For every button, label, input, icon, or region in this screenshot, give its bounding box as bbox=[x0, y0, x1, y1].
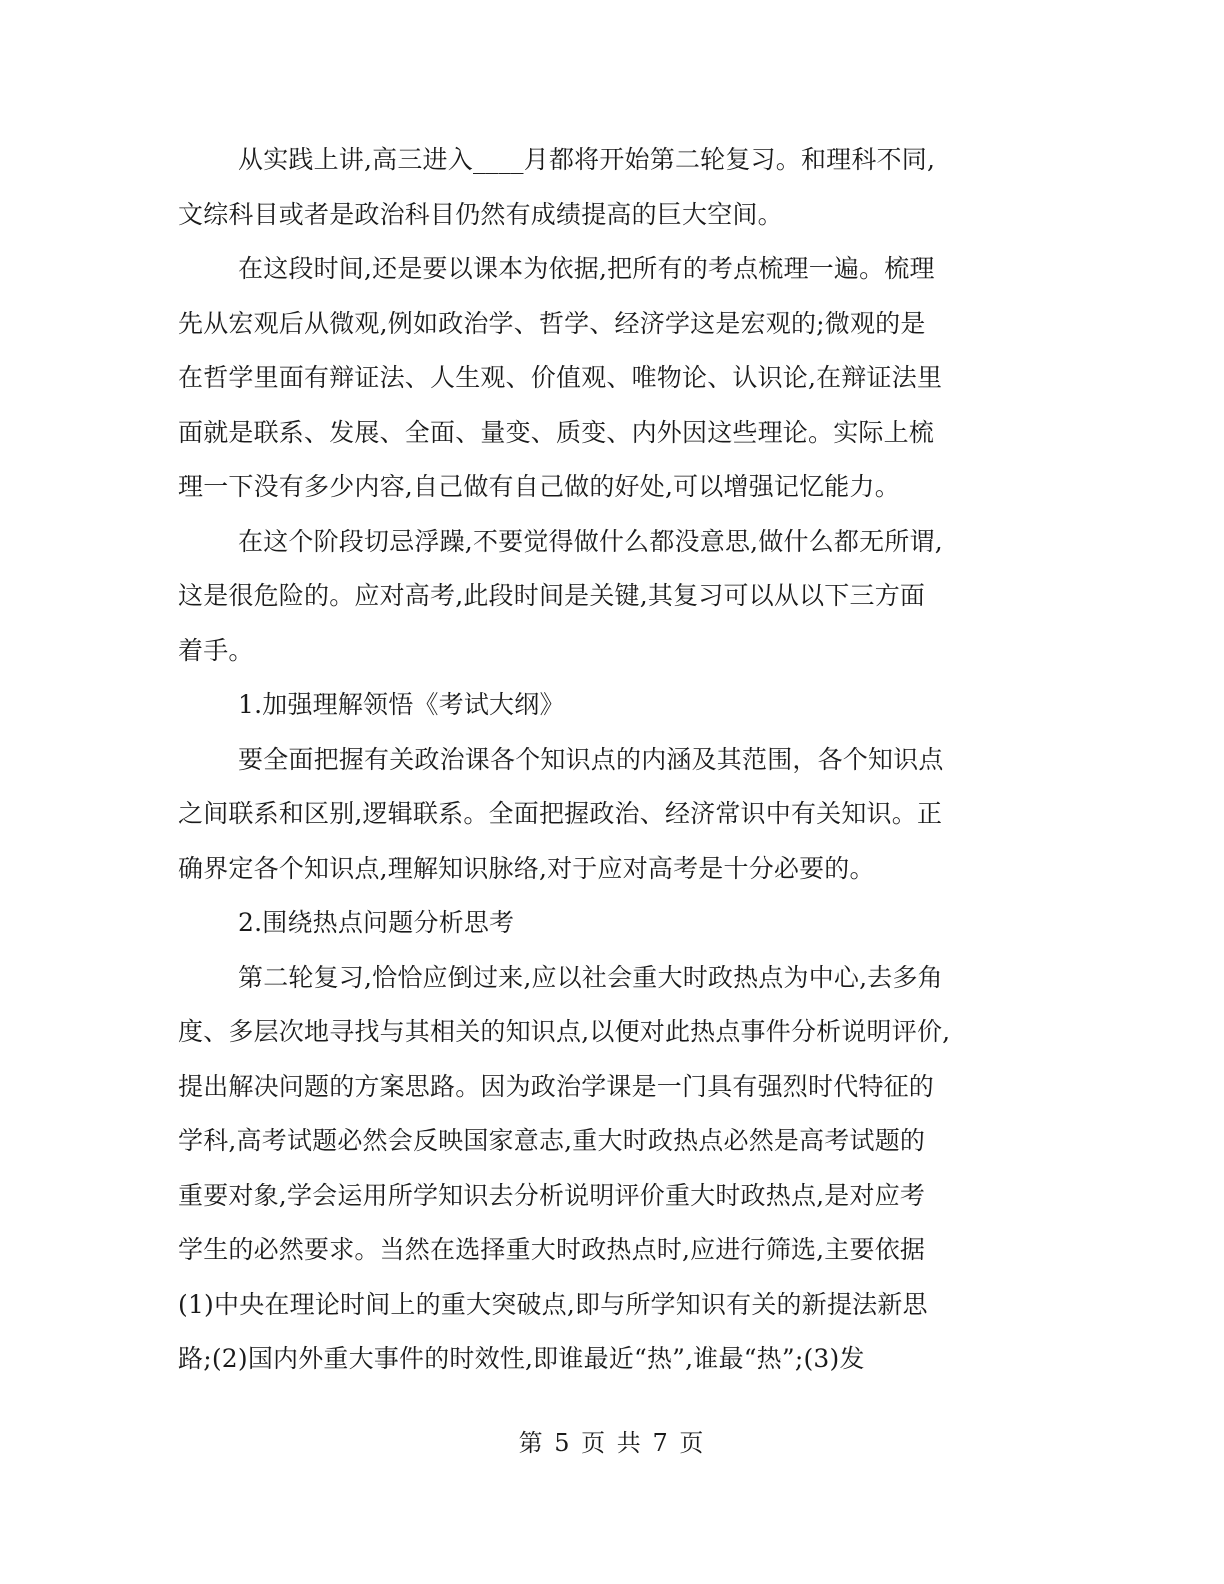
paragraph-textbook-basis bbox=[178, 242, 1038, 515]
section-heading-exam-outline bbox=[178, 678, 1038, 733]
text-line: 学生的必然要求。当然在选择重大时政热点时,应进行筛选,主要依据 bbox=[178, 1235, 926, 1264]
text-line: 提出解决问题的方案思路。因为政治学课是一门具有强烈时代特征的 bbox=[178, 1071, 935, 1101]
text-line: 第二轮复习,恰恰应倒过来,应以社会重大时政热点为中心,去多角 bbox=[238, 962, 943, 992]
paragraph-practice-review bbox=[178, 133, 1038, 242]
text-line: 要全面把握有关政治课各个知识点的内涵及其范围，各个知识点 bbox=[238, 744, 944, 774]
text-line: 路;(2)国内外重大事件的时效性,即谁最近“热”,谁最“热”;(3)发 bbox=[178, 1344, 865, 1373]
text-line: 在这个阶段切忌浮躁,不要觉得做什么都没意思,做什么都无所谓, bbox=[238, 526, 943, 556]
text-line: 重要对象,学会运用所学知识去分析说明评价重大时政热点,是对应考 bbox=[178, 1180, 926, 1210]
text-line: 学科,高考试题必然会反映国家意志,重大时政热点必然是高考试题的 bbox=[178, 1126, 926, 1155]
section-heading: 1.加强理解领悟《考试大纲》 bbox=[238, 690, 565, 719]
text-line: 这是很危险的。应对高考,此段时间是关键,其复习可以从以下三方面 bbox=[178, 581, 926, 610]
text-line: 先从宏观后从微观,例如政治学、哲学、经济学这是宏观的;微观的是 bbox=[178, 308, 926, 338]
text-line: 在哲学里面有辩证法、人生观、价值观、唯物论、认识论,在辩证法里 bbox=[178, 363, 943, 392]
section-heading: 2.围绕热点问题分析思考 bbox=[238, 908, 515, 937]
text-line: 度、多层次地寻找与其相关的知识点,以便对此热点事件分析说明评价, bbox=[178, 1017, 951, 1046]
text-line: 文综科目或者是政治科目仍然有成绩提高的巨大空间。 bbox=[178, 199, 783, 229]
section-heading-hot-topics bbox=[178, 896, 1038, 951]
text-line: 理一下没有多少内容,自己做有自己做的好处,可以增强记忆能力。 bbox=[178, 472, 900, 501]
paragraph-knowledge-points bbox=[178, 733, 1038, 897]
text-line: 从实践上讲,高三进入____月都将开始第二轮复习。和理科不同, bbox=[238, 145, 936, 174]
text-line: 面就是联系、发展、全面、量变、质变、内外因这些理论。实际上梳 bbox=[178, 417, 935, 447]
text-line: 着手。 bbox=[178, 635, 254, 665]
paragraph-avoid-impatience bbox=[178, 515, 1038, 679]
text-line: 确界定各个知识点,理解知识脉络,对于应对高考是十分必要的。 bbox=[178, 853, 875, 883]
paragraph-second-round-review bbox=[178, 951, 1038, 1387]
text-line: 之间联系和区别,逻辑联系。全面把握政治、经济常识中有关知识。正 bbox=[178, 799, 943, 828]
text-line: (1)中央在理论时间上的重大突破点,即与所学知识有关的新提法新思 bbox=[178, 1289, 928, 1319]
page-number-footer: 第 5 页 共 7 页 bbox=[518, 1429, 706, 1457]
document-body bbox=[178, 133, 1038, 1387]
text-line: 在这段时间,还是要以课本为依据,把所有的考点梳理一遍。梳理 bbox=[238, 254, 935, 283]
